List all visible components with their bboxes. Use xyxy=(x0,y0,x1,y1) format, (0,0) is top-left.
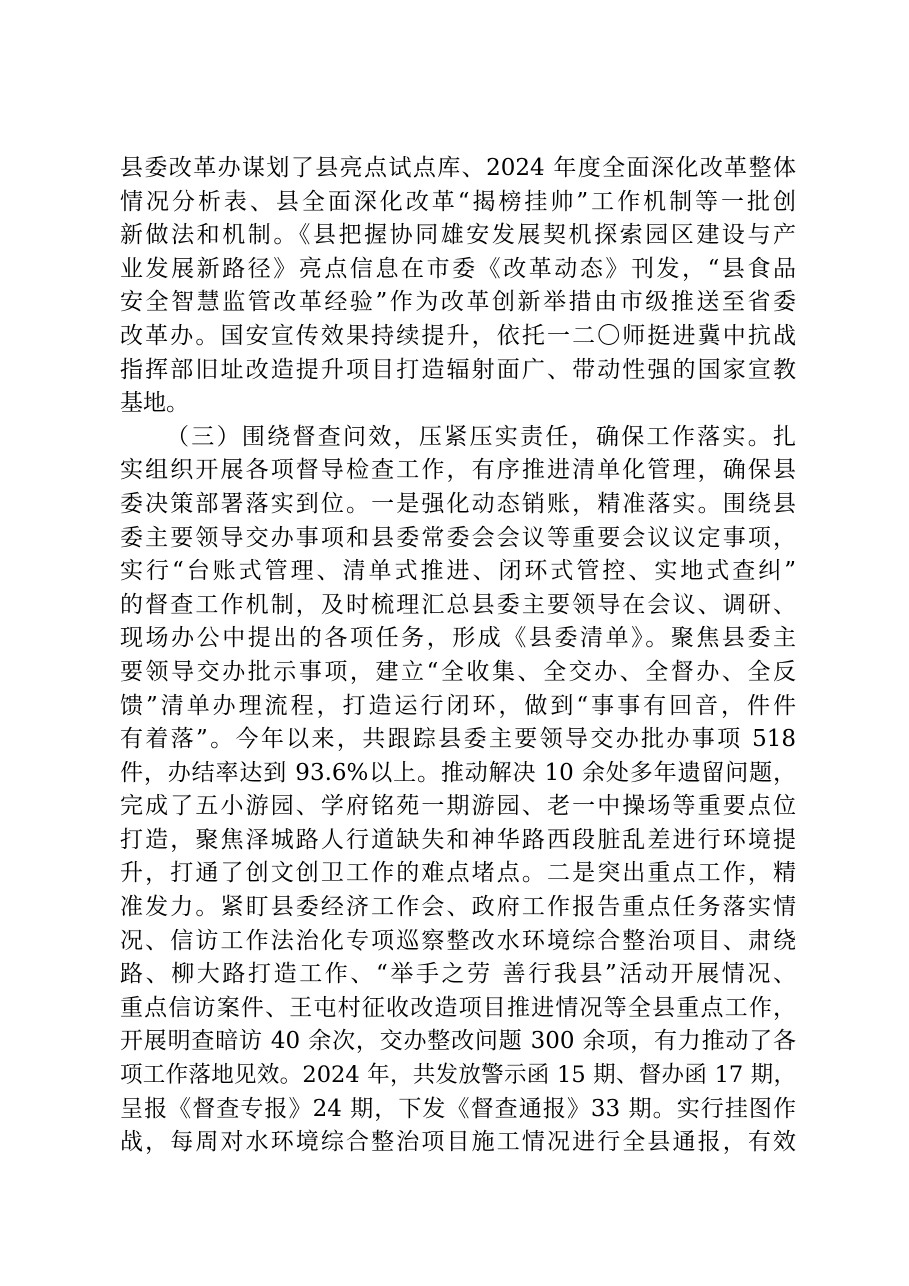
text-line: 馈”清单办理流程，打造运行闭环，做到“事事有回音，件件 xyxy=(120,692,796,719)
body-text xyxy=(120,152,796,1160)
text-line: 实组织开展各项督导检查工作，有序推进清单化管理，确保县 xyxy=(120,457,796,484)
text-line: 况、信访工作法治化专项巡察整改水环境综合整治项目、肃绕 xyxy=(120,927,796,954)
text-line: 要领导交办批示事项，建立“全收集、全交办、全督办、全反 xyxy=(120,658,796,685)
text-line: 安全智慧监管改革经验”作为改革创新举措由市级推送至省委 xyxy=(120,289,796,316)
text-line: 件，办结率达到 93.6%以上。推动解决 10 余处多年遗留问题， xyxy=(120,759,796,786)
text-line: 准发力。紧盯县委经济工作会、政府工作报告重点任务落实情 xyxy=(120,894,796,921)
text-line: 路、柳大路打造工作、“举手之劳 善行我县”活动开展情况、 xyxy=(120,961,796,988)
text-line: 改革办。国安宣传效果持续提升，依托一二〇师挺进冀中抗战 xyxy=(120,322,796,349)
text-line: 完成了五小游园、学府铭苑一期游园、老一中操场等重要点位 xyxy=(120,793,796,820)
section-heading-line: （三）围绕督查问效，压紧压实责任，确保工作落实。扎 xyxy=(166,423,796,450)
text-line: 项工作落地见效。2024 年，共发放警示函 15 期、督办函 17 期， xyxy=(120,1062,796,1089)
text-line: 开展明查暗访 40 余次，交办整改问题 300 余项，有力推动了各 xyxy=(120,1028,796,1055)
text-line: 打造，聚焦泽城路人行道缺失和神华路西段脏乱差进行环境提 xyxy=(120,826,796,853)
text-line: 现场办公中提出的各项任务，形成《县委清单》。聚焦县委主 xyxy=(120,625,796,652)
text-line: 指挥部旧址改造提升项目打造辐射面广、带动性强的国家宣教 xyxy=(120,356,796,383)
text-line: 新做法和机制。《县把握协同雄安发展契机探索园区建设与产 xyxy=(120,222,796,249)
text-line: 升，打通了创文创卫工作的难点堵点。二是突出重点工作，精 xyxy=(120,860,796,887)
text-line: 重点信访案件、王屯村征收改造项目推进情况等全县重点工作， xyxy=(120,994,796,1021)
text-line: 业发展新路径》亮点信息在市委《改革动态》刊发，“县食品 xyxy=(120,255,796,282)
text-line: 情况分析表、县全面深化改革“揭榜挂帅”工作机制等一批创 xyxy=(120,188,796,215)
text-line: 呈报《督查专报》24 期，下发《督查通报》33 期。实行挂图作 xyxy=(120,1095,796,1122)
text-line: 委决策部署落实到位。一是强化动态销账，精准落实。围绕县 xyxy=(120,490,796,517)
text-line: 县委改革办谋划了县亮点试点库、2024 年度全面深化改革整体 xyxy=(120,155,796,181)
text-line: 战，每周对水环境综合整治项目施工情况进行全县通报，有效 xyxy=(120,1129,796,1156)
text-line: 委主要领导交办事项和县委常委会会议等重要会议议定事项， xyxy=(120,524,796,551)
text-line: 的督查工作机制，及时梳理汇总县委主要领导在会议、调研、 xyxy=(120,591,796,618)
text-line: 实行“台账式管理、清单式推进、闭环式管控、实地式查纠” xyxy=(120,558,796,585)
paragraph-end-line: 基地。 xyxy=(120,390,189,417)
text-line: 有着落”。今年以来，共跟踪县委主要领导交办批办事项 518 xyxy=(120,726,796,753)
